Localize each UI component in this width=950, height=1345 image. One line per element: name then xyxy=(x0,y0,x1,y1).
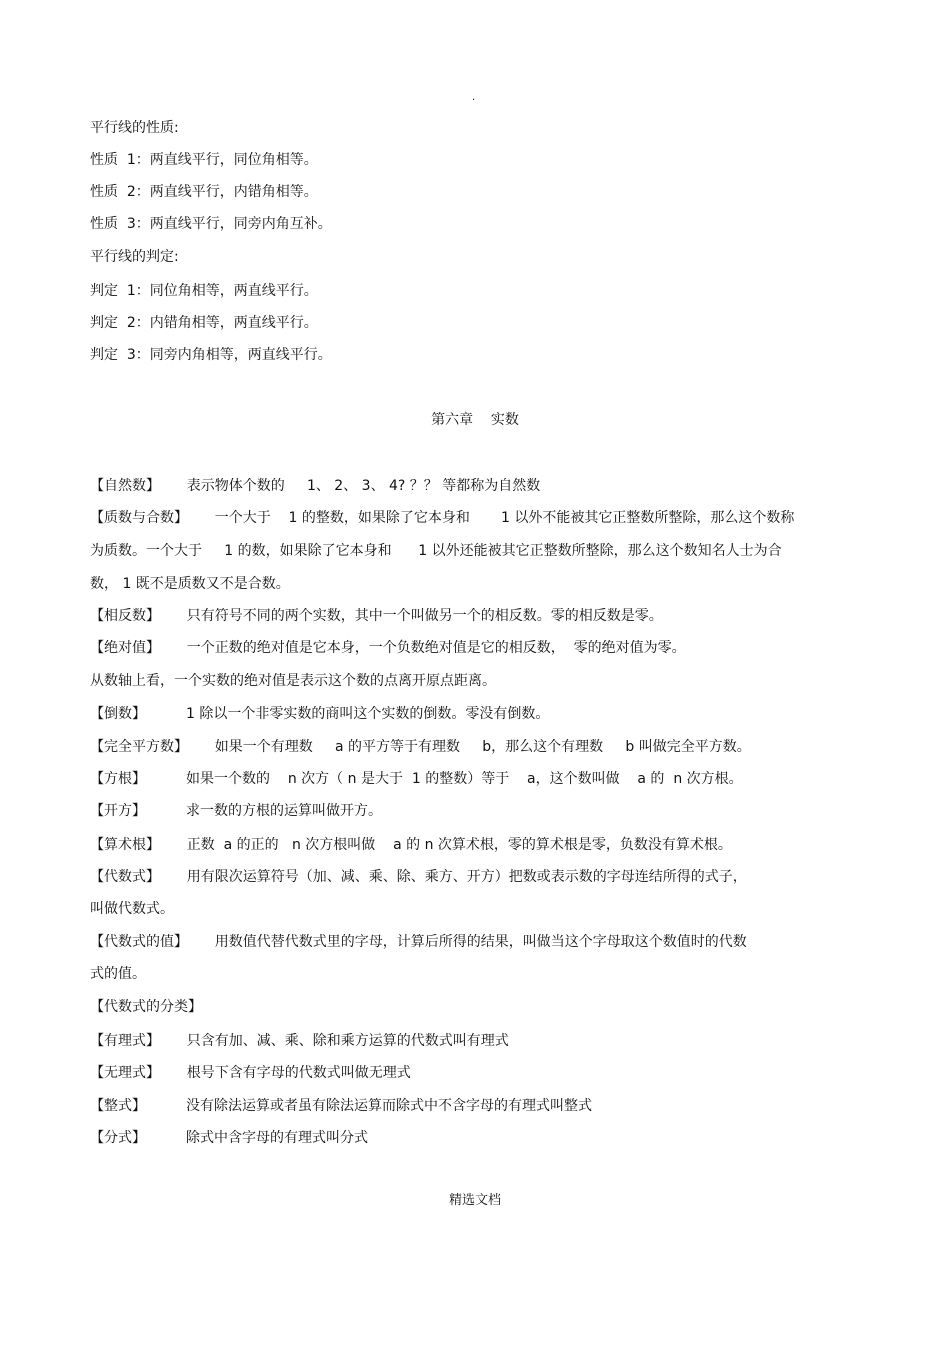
chapter-title: 第六章 实数 xyxy=(431,412,519,428)
def-natural-number: 【自然数】 表示物体个数的 1、 2、 3、 4? ？？ 等都称为自然数 xyxy=(90,478,541,494)
def-expression-value-2: 式的值。 xyxy=(90,966,146,982)
parallel-judge-1: 判定 1：同位角相等，两直线平行。 xyxy=(90,283,318,299)
parallel-judge-3: 判定 3：同旁内角相等，两直线平行。 xyxy=(90,347,332,363)
def-opposite-number: 【相反数】 只有符号不同的两个实数，其中一个叫做另一个的相反数。零的相反数是零。 xyxy=(90,608,663,624)
parallel-prop-2: 性质 2：两直线平行，内错角相等。 xyxy=(90,184,318,200)
def-fraction-expression: 【分式】 除式中含字母的有理式叫分式 xyxy=(90,1130,369,1146)
def-irrational-expression: 【无理式】 根号下含有字母的代数式叫做无理式 xyxy=(90,1065,411,1081)
def-absolute-value-note: 从数轴上看，一个实数的绝对值是表示这个数的点离开原点距离。 xyxy=(90,673,496,689)
parallel-prop-1: 性质 1：两直线平行，同位角相等。 xyxy=(90,152,318,168)
def-absolute-value: 【绝对值】 一个正数的绝对值是它本身，一个负数绝对值是它的相反数， 零的绝对值为零。 xyxy=(90,640,686,656)
def-algebraic-expression-2: 叫做代数式。 xyxy=(90,901,174,917)
def-reciprocal: 【倒数】 1 除以一个非零实数的商叫这个实数的倒数。零没有倒数。 xyxy=(90,706,550,722)
parallel-prop-3: 性质 3：两直线平行，同旁内角互补。 xyxy=(90,216,332,232)
def-polynomial: 【整式】 没有除法运算或者虽有除法运算而除式中不含字母的有理式叫整式 xyxy=(90,1098,593,1114)
def-expression-classification: 【代数式的分类】 xyxy=(90,999,202,1015)
def-perfect-square: 【完全平方数】 如果一个有理数 a 的平方等于有理数 b，那么这个有理数 b 叫做完全平方数。 xyxy=(90,739,751,755)
def-root-extraction: 【开方】 求一数的方根的运算叫做开方。 xyxy=(90,803,383,819)
def-prime-composite-2: 为质数。一个大于 1 的数，如果除了它本身和 1 以外还能被其它正整数所整除，那么这个数知名人士为合 xyxy=(90,543,782,559)
def-rational-expression: 【有理式】 只含有加、减、乘、除和乘方运算的代数式叫有理式 xyxy=(90,1033,509,1049)
parallel-judge-2: 判定 2：内错角相等，两直线平行。 xyxy=(90,315,318,331)
def-nth-root: 【方根】 如果一个数的 n 次方（ n 是大于 1 的整数）等于 a，这个数叫做 a 的 n 次方根。 xyxy=(90,771,743,787)
def-prime-composite-3: 数， 1 既不是质数又不是合数。 xyxy=(90,576,290,592)
def-expression-value-1: 【代数式的值】 用数值代替代数式里的字母，计算后所得的结果，叫做当这个字母取这个数值时的代数 xyxy=(90,934,747,950)
def-prime-composite-1: 【质数与合数】 一个大于 1 的整数，如果除了它本身和 1 以外不能被其它正整数所整除，那么这个数称 xyxy=(90,510,795,526)
parallel-props-title: 平行线的性质: xyxy=(90,120,179,136)
header-dot: . xyxy=(472,92,476,103)
def-algebraic-expression-1: 【代数式】 用有限次运算符号（加、减、乘、除、乘方、开方）把数或表示数的字母连结所得的式子， xyxy=(90,869,747,885)
def-arithmetic-root: 【算术根】 正数 a 的正的 n 次方根叫做 a 的 n 次算术根，零的算术根是零，负数没有算术根。 xyxy=(90,837,732,853)
parallel-judge-title: 平行线的判定: xyxy=(90,249,179,265)
page-footer: 精选文档 xyxy=(448,1193,501,1208)
